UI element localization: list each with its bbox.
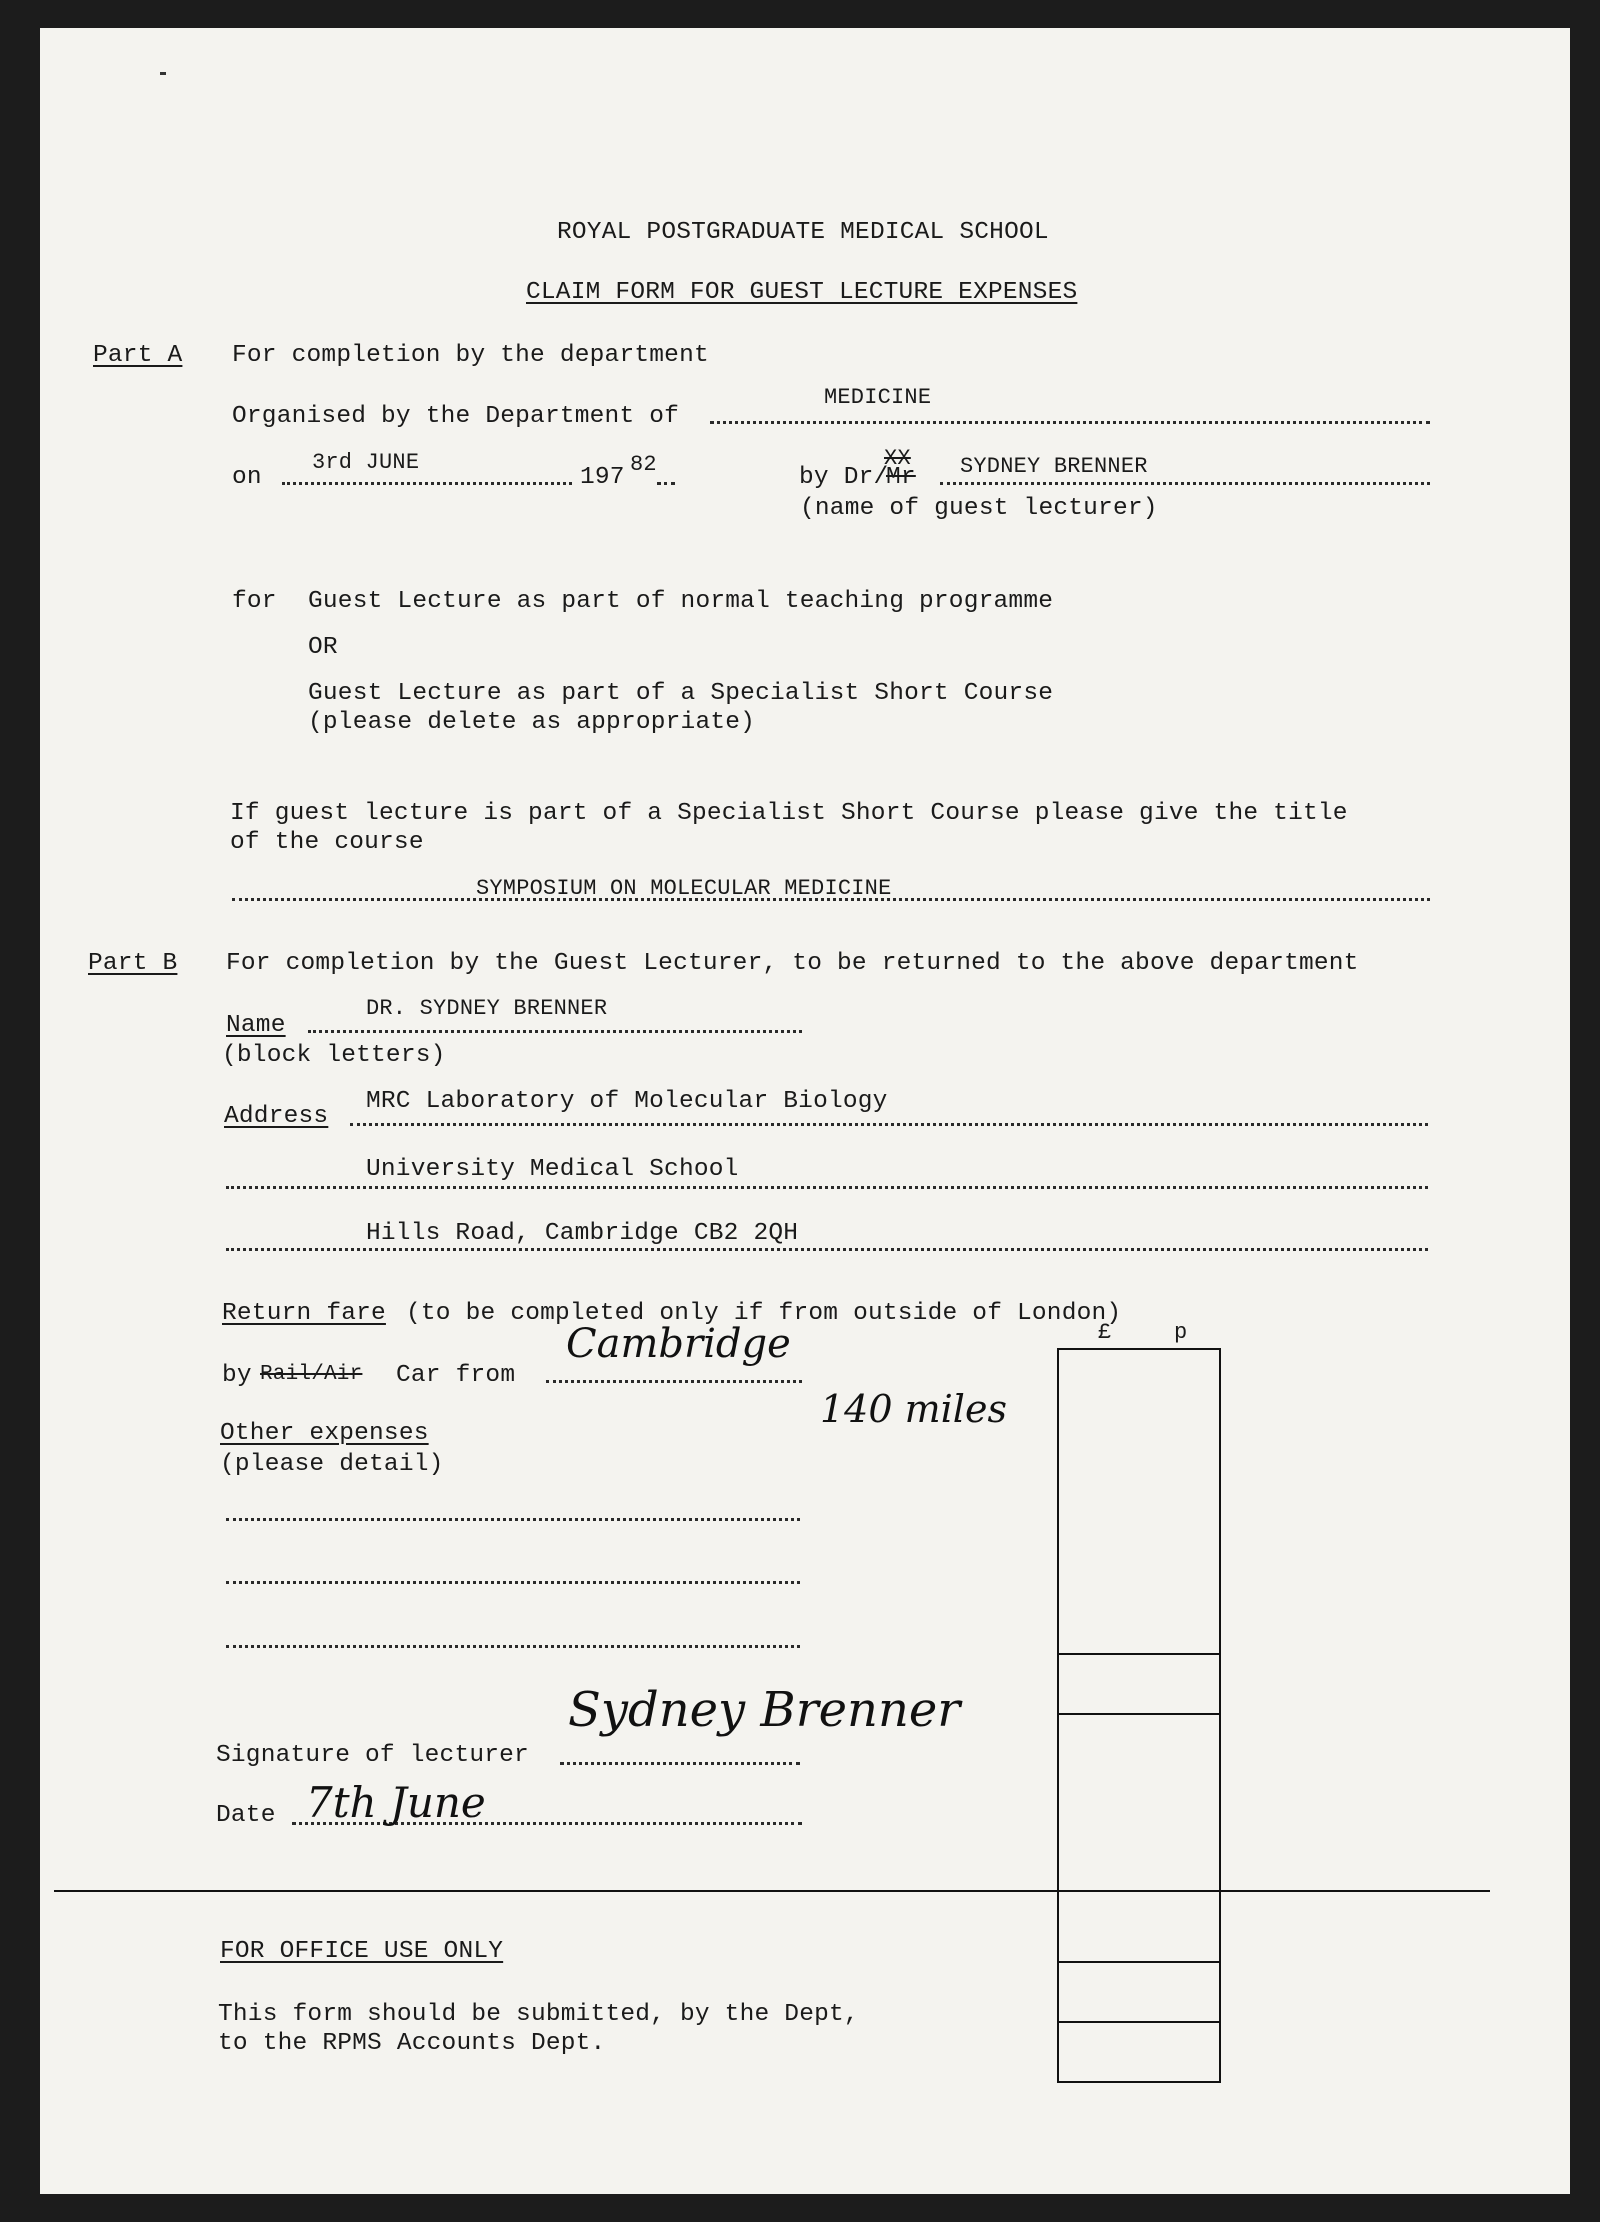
other-dotted-line-3: [226, 1645, 800, 1648]
return-fare-hint: (to be completed only if from outside of London): [406, 1300, 1122, 1327]
punch-mark: [160, 72, 166, 75]
lecturer-signature: Sydney Brenner: [568, 1682, 961, 1738]
office-note-line-2: to the RPMS Accounts Dept.: [218, 2030, 606, 2057]
address-line-1: MRC Laboratory of Molecular Biology: [366, 1088, 888, 1115]
signed-date-handwritten: 7th June: [306, 1778, 486, 1827]
name-dotted-line: [308, 1030, 802, 1033]
department-value: MEDICINE: [824, 385, 932, 410]
lecturer-hint: (name of guest lecturer): [800, 495, 1158, 522]
school-name: ROYAL POSTGRADUATE MEDICAL SCHOOL: [557, 219, 1049, 246]
course-prompt-line-1: If guest lecture is part of a Specialist Short Course please give the title: [230, 800, 1348, 827]
part-b-intro: For completion by the Guest Lecturer, to be returned to the above department: [226, 950, 1359, 977]
return-fare-label: Return fare: [222, 1300, 386, 1327]
lecturer-dotted-line: [940, 482, 1430, 485]
miles-handwritten-value: 140 miles: [820, 1387, 1007, 1431]
department-dotted-line: [710, 421, 1430, 424]
part-a-label: Part A: [93, 342, 183, 369]
amount-cell-expenses: [1057, 1348, 1221, 1655]
signature-dotted-line: [560, 1762, 800, 1765]
name-hint: (block letters): [222, 1042, 446, 1069]
amount-cell-subtotal: [1057, 1653, 1221, 1715]
date-label: Date: [216, 1802, 276, 1829]
office-use-label: FOR OFFICE USE ONLY: [220, 1938, 504, 1965]
delete-hint: (please delete as appropriate): [308, 709, 756, 736]
amount-cell-office-1: [1057, 1961, 1221, 2023]
year-value: 82: [630, 452, 657, 477]
option-short-course: Guest Lecture as part of a Specialist Short Course: [308, 680, 1054, 707]
address-line-2: University Medical School: [366, 1156, 739, 1183]
other-dotted-line-2: [226, 1581, 800, 1584]
by-label: by: [222, 1362, 252, 1389]
by-dr-label: by Dr/: [799, 464, 889, 491]
address-dotted-line-2: [226, 1186, 1428, 1189]
year-dots: [657, 482, 675, 485]
or-label: OR: [308, 634, 338, 661]
for-label: for: [232, 588, 277, 615]
lecturer-value: SYDNEY BRENNER: [960, 454, 1148, 479]
car-from-label: Car from: [396, 1362, 516, 1389]
amount-cell-total: [1057, 1713, 1221, 1963]
pound-column-header: £: [1098, 1320, 1112, 1345]
from-handwritten-value: Cambridge: [566, 1321, 791, 1367]
address-label: Address: [224, 1103, 329, 1130]
course-title-value: SYMPOSIUM ON MOLECULAR MEDICINE: [476, 876, 892, 901]
address-line-3: Hills Road, Cambridge CB2 2QH: [366, 1220, 799, 1247]
organised-label: Organised by the Department of: [232, 403, 680, 430]
address-dotted-line-1: [350, 1123, 1428, 1126]
course-prompt-line-2: of the course: [230, 829, 424, 856]
lecture-date-value: 3rd JUNE: [312, 450, 420, 475]
course-dotted-line: [232, 898, 1430, 901]
form-title: CLAIM FORM FOR GUEST LECTURE EXPENSES: [526, 279, 1078, 306]
pence-column-header: p: [1174, 1320, 1188, 1345]
name-value: DR. SYDNEY BRENNER: [366, 996, 608, 1021]
name-label: Name: [226, 1012, 286, 1039]
option-normal-teaching: Guest Lecture as part of normal teaching programme: [308, 588, 1054, 615]
other-expenses-label: Other expenses: [220, 1420, 429, 1447]
office-note-line-1: This form should be submitted, by the Dept,: [218, 2001, 859, 2028]
office-divider: [54, 1890, 1490, 1892]
signature-label: Signature of lecturer: [216, 1742, 529, 1769]
amount-cell-office-2: [1057, 2021, 1221, 2083]
other-dotted-line-1: [226, 1518, 800, 1521]
date-dotted-line: [282, 482, 572, 485]
struck-travel-mode: Rail/Air: [260, 1363, 363, 1386]
struck-title: Mr: [886, 464, 916, 491]
from-dotted-line: [546, 1380, 802, 1383]
on-label: on: [232, 464, 262, 491]
claim-form-page: [40, 28, 1570, 2194]
part-a-intro: For completion by the department: [232, 342, 709, 369]
struck-xx: XX: [884, 446, 911, 471]
part-b-label: Part B: [88, 950, 178, 977]
other-expenses-hint: (please detail): [220, 1451, 444, 1478]
address-dotted-line-3: [226, 1248, 1428, 1251]
year-prefix: 197: [580, 464, 625, 491]
